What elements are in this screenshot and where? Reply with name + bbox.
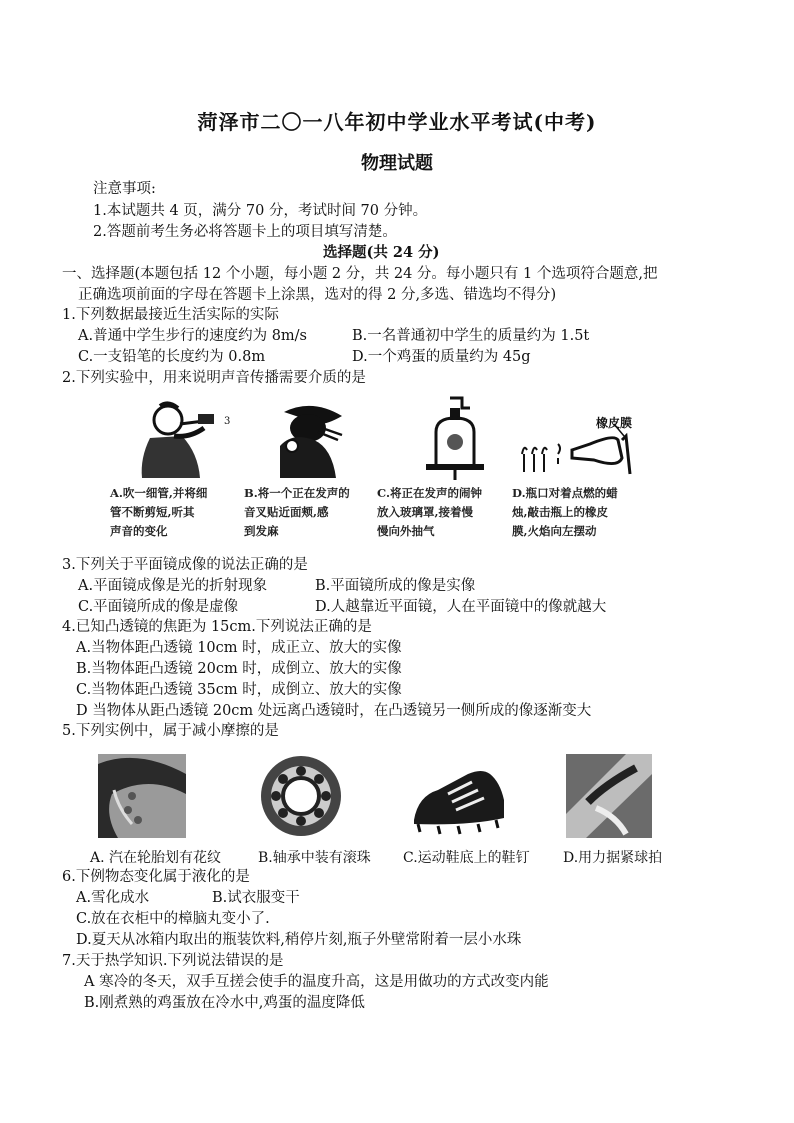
option-b: B.刚煮熟的鸡蛋放在冷水中,鸡蛋的温度降低 <box>84 995 365 1011</box>
option-a: A 寒冷的冬天，双手互搓会使手的温度升高，这是用做功的方式改变内能 <box>84 974 549 990</box>
question-stem: 3.下列关于平面镜成像的说法正确的是 <box>62 557 308 573</box>
caption-c: C.将正在发声的闹钟 放入玻璃罩,接着慢 慢向外抽气 <box>377 486 482 538</box>
option-c: C.一支铅笔的长度约为 0.8m <box>78 349 266 365</box>
option-b: B.一名普通初中学生的质量约为 1.5t <box>352 328 590 344</box>
option-c: C.平面镜所成的像是虚像 <box>78 599 239 615</box>
figure-bearing <box>256 752 346 840</box>
exam-subtitle: 物理试题 <box>361 153 433 174</box>
option-c: C.运动鞋底上的鞋钉 <box>403 850 530 866</box>
figure-racket-grip <box>566 754 652 838</box>
question-stem: 2.下列实验中，用来说明声音传播需要介质的是 <box>62 370 366 386</box>
option-a: A.当物体距凸透镜 10cm 时，成正立、放大的实像 <box>76 640 402 656</box>
option-a: A.平面镜成像是光的折射现象 <box>78 578 268 594</box>
notice-item: 2.答题前考生务必将答题卡上的项目填写清楚。 <box>93 224 397 240</box>
option-b: B.轴承中装有滚珠 <box>258 850 371 866</box>
option-d: D.人越靠近平面镜，人在平面镜中的像就越大 <box>315 599 607 615</box>
caption-d: D.瓶口对着点燃的蜡 烛,敲击瓶上的橡皮 膜,火焰向左摆动 <box>512 486 618 538</box>
option-a: A. 汽在轮胎划有花纹 <box>90 850 222 866</box>
figure-tuning-fork <box>262 402 362 480</box>
label-rubber-membrane: 橡皮膜 <box>596 416 633 430</box>
section-intro: 一、选择题(本题包括 12 个小题，每小题 2 分，共 24 分。每小题只有 1 个选项符合题意,把 <box>62 266 658 282</box>
option-b: B.当物体距凸透镜 20cm 时，成倒立、放大的实像 <box>76 661 402 677</box>
question-stem: 7.天于热学知识.下列说法错误的是 <box>62 953 284 969</box>
option-d: D.用力据紧球拍 <box>563 850 663 866</box>
option-b: B.试衣服变干 <box>212 890 300 906</box>
option-d: D.一个鸡蛋的质量约为 45g <box>352 349 531 365</box>
figure-spike-shoe <box>408 760 508 840</box>
caption-b: B.将一个正在发声的 音叉贴近面颊,感 到发麻 <box>244 486 350 538</box>
notice-item: 1.本试题共 4 页，满分 70 分，考试时间 70 分钟。 <box>93 203 428 219</box>
caption-a: A.吹一细管,并将细 管不断剪短,听其 声音的变化 <box>110 486 208 538</box>
option-d: D.夏天从冰箱内取出的瓶装饮料,稍停片刻,瓶子外壁常附着一层小水珠 <box>76 932 522 948</box>
option-c: C.放在衣柜中的樟脑丸变小了. <box>76 911 270 927</box>
option-b: B.平面镜所成的像是实像 <box>315 578 476 594</box>
option-d: D 当物体从距凸透镜 20cm 处远离凸透镜时，在凸透镜另一侧所成的像逐渐变大 <box>76 703 592 719</box>
section-title: 选择题(共 24 分) <box>323 244 440 261</box>
svg-text:3: 3 <box>224 416 231 427</box>
question-stem: 5.下列实例中，属于减小摩擦的是 <box>62 723 279 739</box>
option-a: A.雪化成水 <box>76 890 150 906</box>
question-stem: 6.下例物态变化属于液化的是 <box>62 869 250 885</box>
question-stem: 1.下列数据最接近生活实际的实际 <box>62 307 279 323</box>
exam-title: 菏泽市二〇一八年初中学业水平考试(中考) <box>197 110 597 134</box>
notice-heading: 注意事项: <box>93 181 156 197</box>
question-stem: 4.已知凸透镜的焦距为 15cm.下列说法正确的是 <box>62 619 372 635</box>
figure-bell-jar <box>420 396 490 480</box>
figure-tire <box>98 754 186 838</box>
option-a: A.普通中学生步行的速度约为 8m/s <box>78 328 307 344</box>
figure-blowing-tube <box>120 398 240 480</box>
option-c: C.当物体距凸透镜 35cm 时，成倒立、放大的实像 <box>76 682 402 698</box>
section-intro: 正确选项前面的字母在答题卡上涂黑，选对的得 2 分,多选、错选均不得分) <box>78 287 557 303</box>
